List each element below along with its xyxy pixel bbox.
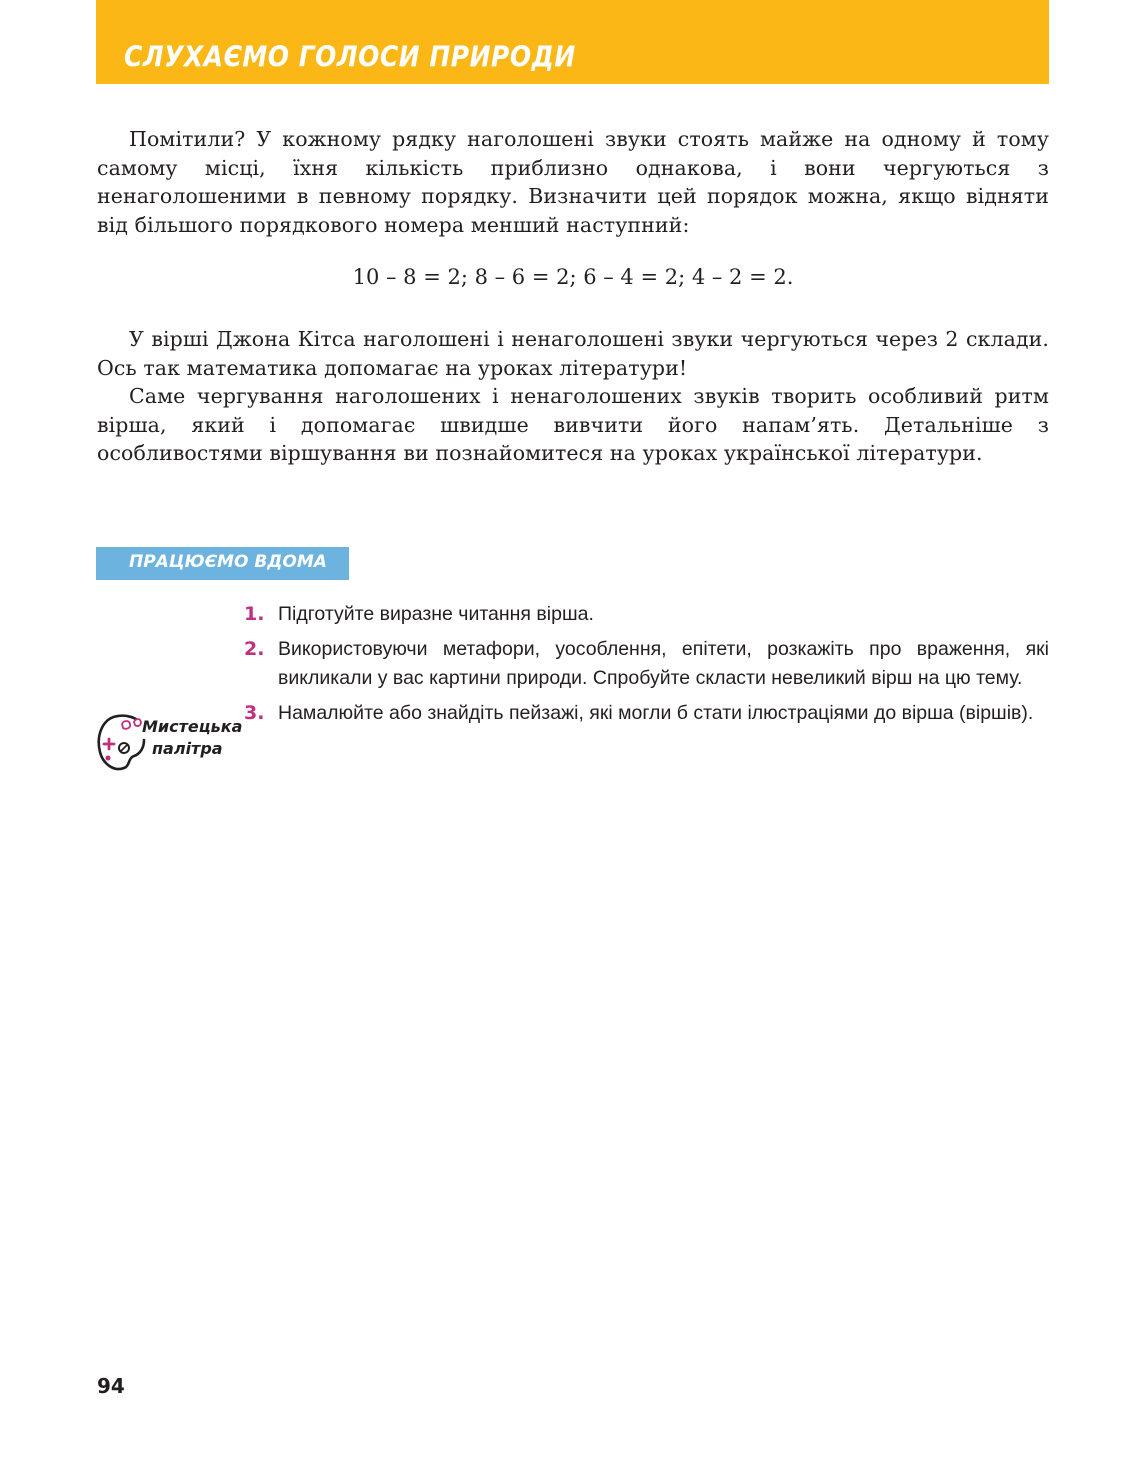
art-palette-badge — [94, 706, 244, 776]
palette-badge-line1: Мистецька — [142, 717, 243, 736]
task-item — [244, 635, 1049, 693]
chapter-title: СЛУХАЄМО ГОЛОСИ ПРИРОДИ — [124, 40, 576, 74]
task-text: Намалюйте або знайдіть пейзажі, які могли б стати ілюстраціями до віршa (віршів). — [278, 702, 1034, 724]
palette-badge-label — [142, 716, 242, 760]
task-text: Використовуючи метафори, уособлення, епітети, розкажіть про враження, які викликали у вас картини природи. Спробуйте скласти невеликий вірш на цю тему. — [278, 638, 1049, 689]
paragraph-intro — [97, 125, 1049, 239]
paragraph-text: Саме чергування наголошених і ненаголошених звуків творить особливий ритм вірша, який і допомагає швидше вивчити його напам’ять. Детальніше з особливостями віршування ви познайомитеся на уроках української літератури. — [97, 384, 1049, 466]
page-number: 94 — [97, 1374, 125, 1398]
task-item — [244, 699, 1049, 728]
task-number: 1. — [244, 603, 265, 625]
task-number: 2. — [244, 638, 265, 660]
task-item — [244, 600, 1049, 629]
equation: 10 – 8 = 2; 8 – 6 = 2; 6 – 4 = 2; 4 – 2 = 2. — [352, 265, 794, 289]
task-number: 3. — [244, 702, 265, 724]
paragraph-group — [97, 325, 1049, 468]
task-text: Підготуйте виразне читання вірша. — [278, 603, 594, 625]
homework-section-label: ПРАЦЮЄМО ВДОМА — [129, 552, 327, 572]
homework-task-list — [244, 600, 1049, 734]
chapter-header-band — [96, 0, 1049, 84]
homework-section-band — [96, 547, 349, 580]
paragraph-text: У вірші Джона Кітса наголошені і ненаголошені звуки чергуються через 2 склади. Ось так математика допомагає на уроках літератури! — [97, 327, 1049, 380]
palette-badge-line2: палітра — [152, 739, 223, 758]
paragraph-text: Помітили? У кожному рядку наголошені звуки стоять майже на одному й тому самому місці, їхня кількість приблизно однакова, і вони чергуються з ненаголошеними в певному порядку. Визначити цей порядок можна, якщо відняти від більшого порядкового номера менший наступний: — [97, 127, 1049, 237]
